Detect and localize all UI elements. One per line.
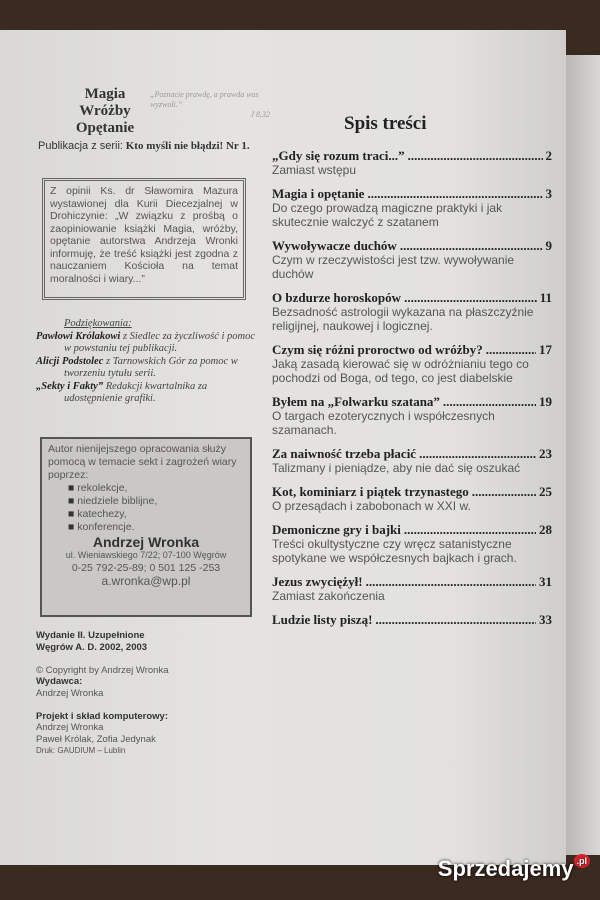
toc-page: 28 — [539, 522, 552, 537]
acknowledgements — [36, 318, 256, 406]
toc-entry — [272, 186, 552, 229]
leader-dots — [400, 238, 543, 253]
motto — [150, 90, 270, 120]
toc-entry — [272, 394, 552, 437]
watermark-text: Sprzedajemy — [437, 856, 574, 881]
toc-title: Wywoływacze duchów — [272, 238, 397, 253]
toc-entry — [272, 484, 552, 513]
toc-title-row — [272, 148, 552, 163]
author-phone: 0-25 792-25-89; 0 501 125 -253 — [71, 562, 221, 574]
toc-subtitle: Zamiast wstępu — [272, 163, 357, 177]
toc-entry — [272, 446, 552, 475]
opinion-box: Z opinii Ks. dr Sławomira Mazura wystawionej dla Kurii Diecezjalnej w Drohiczynie: „W związku z prośbą o zaopiniowanie książki Magia, wróżby, opętanie autorstwa Andrzeja Wronki informuję, że treść książki jest zgodna z nauczaniem Kościoła na temat moralności i wiary...” — [42, 178, 246, 300]
service-item: ■ katechezy, — [68, 508, 244, 521]
thanks-name: Pawłowi Królakowi — [36, 330, 121, 342]
place-year: Węgrów A. D. 2002, 2003 — [36, 641, 148, 653]
toc-entry — [272, 612, 552, 627]
toc-entry — [272, 238, 552, 281]
toc-entry — [272, 522, 552, 565]
author-address: ul. Wieniawskiego 7/22; 07-100 Węgrów — [65, 550, 227, 560]
series-name: Kto myśli nie błądzi! Nr 1. — [125, 140, 250, 152]
toc-title-row — [272, 186, 552, 201]
leader-dots — [443, 394, 536, 409]
toc-title-row — [272, 484, 552, 499]
toc-page: 25 — [539, 484, 552, 499]
leader-dots — [472, 484, 536, 499]
toc-title: O bzdurze horoskopów — [272, 290, 402, 305]
toc-page: 9 — [545, 238, 552, 253]
toc-subtitle: Do czego prowadzą magiczne praktyki i jak skutecznie walczyć z szatanem — [272, 201, 503, 229]
toc-title: Demoniczne gry i bajki — [272, 522, 401, 537]
toc-title-row — [272, 446, 552, 461]
next-page-edge — [566, 55, 600, 855]
toc-subtitle: Zamiast zakończenia — [272, 589, 385, 603]
publisher: Andrzej Wronka — [36, 687, 104, 699]
designer: Andrzej Wronka — [36, 722, 104, 733]
toc-title-row — [272, 342, 552, 357]
toc-page: 23 — [539, 446, 552, 461]
toc-title: Jezus zwyciężył! — [272, 574, 363, 589]
toc-title-row — [272, 238, 552, 253]
motto-text: „Poznacie prawdę, a prawda was wyzwoli.” — [150, 90, 259, 109]
toc-title-row — [272, 522, 552, 537]
thanks-text: z Tarnowskich Gór za pomoc w tworzeniu tytułu serii. — [64, 355, 238, 379]
toc-page: 31 — [539, 574, 552, 589]
toc-title: Kot, kominiarz i piątek trzynastego — [272, 484, 469, 499]
book-title — [60, 86, 150, 137]
thanks-item — [36, 331, 256, 356]
thanks-heading: Podziękowania: — [64, 318, 132, 329]
toc-title-row — [272, 394, 552, 409]
services-list — [48, 482, 244, 534]
toc-subtitle: Bezsadność astrologii wykazana na płaszczyźnie religijnej, naukowej i logicznej. — [272, 305, 534, 333]
toc-page: 33 — [539, 612, 552, 627]
watermark-suffix: .pl — [574, 854, 591, 868]
design-label: Projekt i skład komputerowy: — [36, 710, 168, 722]
toc-entry — [272, 574, 552, 603]
toc-title-row — [272, 290, 552, 305]
toc-page: 19 — [539, 394, 552, 409]
series-prefix: Publikacja z serii: — [38, 140, 123, 152]
leader-dots — [404, 290, 537, 305]
leader-dots — [367, 186, 542, 201]
toc-title: Czym się różni proroctwo od wróżby? — [272, 342, 483, 357]
title-line: Wróżby — [79, 103, 131, 119]
watermark — [438, 856, 590, 882]
thanks-text: Redakcji kwartalnika za udostępnienie grafiki. — [64, 380, 208, 404]
toc-page: 3 — [545, 186, 552, 201]
author-box — [40, 437, 252, 617]
toc-heading: Spis treści — [344, 113, 427, 134]
series — [38, 140, 258, 153]
toc-subtitle: Jaką zasadą kierować się w odróżnianiu tego co pochodzi od Boga, od tego, co jest diabelskie — [272, 357, 529, 385]
printer: Druk: GAUDIUM – Lublin — [36, 746, 126, 755]
toc-title: Magia i opętanie — [272, 186, 365, 201]
toc-title: „Gdy się rozum traci...” — [272, 148, 405, 163]
thanks-name: Alicji Podstolec — [36, 355, 104, 367]
publisher-label: Wydawca: — [36, 676, 83, 687]
toc-subtitle: Treści okultystyczne czy wręcz satanistyczne spotykane we współczesnych bajkach i grach. — [272, 537, 517, 565]
service-item: ■ konferencje. — [68, 521, 244, 534]
toc-subtitle: O targach ezoterycznych i współczesnych szamanach. — [272, 409, 495, 437]
service-item: ■ niedziele biblijne, — [68, 495, 244, 508]
thanks-name: „Sekty i Fakty” — [36, 380, 104, 392]
service-item: ■ rekolekcje, — [68, 482, 244, 495]
leader-dots — [486, 342, 536, 357]
title-line: Magia — [84, 86, 126, 102]
copyright: © Copyright by Andrzej Wronka — [36, 664, 169, 676]
toc-page: 17 — [539, 342, 552, 357]
toc-title: Ludzie listy piszą! — [272, 612, 373, 627]
toc-subtitle: Czym w rzeczywistości jest tzw. wywoływanie duchów — [272, 253, 515, 281]
title-line: Opętanie — [75, 120, 135, 136]
author-intro: Autor nienijejszego opracowania służy pomocą w temacie sekt i zagrożeń wiary poprzez: — [48, 443, 237, 481]
toc-title: Za naiwność trzeba płacić — [272, 446, 417, 461]
leader-dots — [419, 446, 536, 461]
leader-dots — [404, 522, 536, 537]
leader-dots — [408, 148, 543, 163]
leader-dots — [375, 612, 536, 627]
toc-entry — [272, 342, 552, 385]
toc-entry — [272, 290, 552, 333]
toc-subtitle: O przesądach i zabobonach w XXI w. — [272, 499, 471, 513]
toc-entry — [272, 148, 552, 177]
toc-page: 11 — [539, 290, 552, 305]
toc-page: 2 — [545, 148, 552, 163]
table-of-contents — [272, 148, 552, 636]
leader-dots — [366, 574, 536, 589]
thanks-item — [36, 381, 256, 406]
toc-title-row — [272, 612, 552, 627]
toc-title-row — [272, 574, 552, 589]
imprint — [36, 630, 266, 757]
designer: Paweł Królak, Zofia Jedynak — [36, 733, 156, 745]
motto-ref: J 8,32 — [250, 110, 270, 119]
thanks-text: z Siedlec za życzliwość i pomoc w powstaniu tej publikacji. — [64, 330, 256, 354]
thanks-item — [36, 356, 256, 381]
edition: Wydanie II. Uzupełnione — [36, 630, 145, 641]
author-email: a.wronka@wp.pl — [101, 574, 191, 588]
toc-title: Byłem na „Folwarku szatana” — [272, 394, 440, 409]
author-name: Andrzej Wronka — [92, 534, 200, 550]
toc-subtitle: Talizmany i pieniądze, aby nie dać się oszukać — [272, 461, 521, 475]
